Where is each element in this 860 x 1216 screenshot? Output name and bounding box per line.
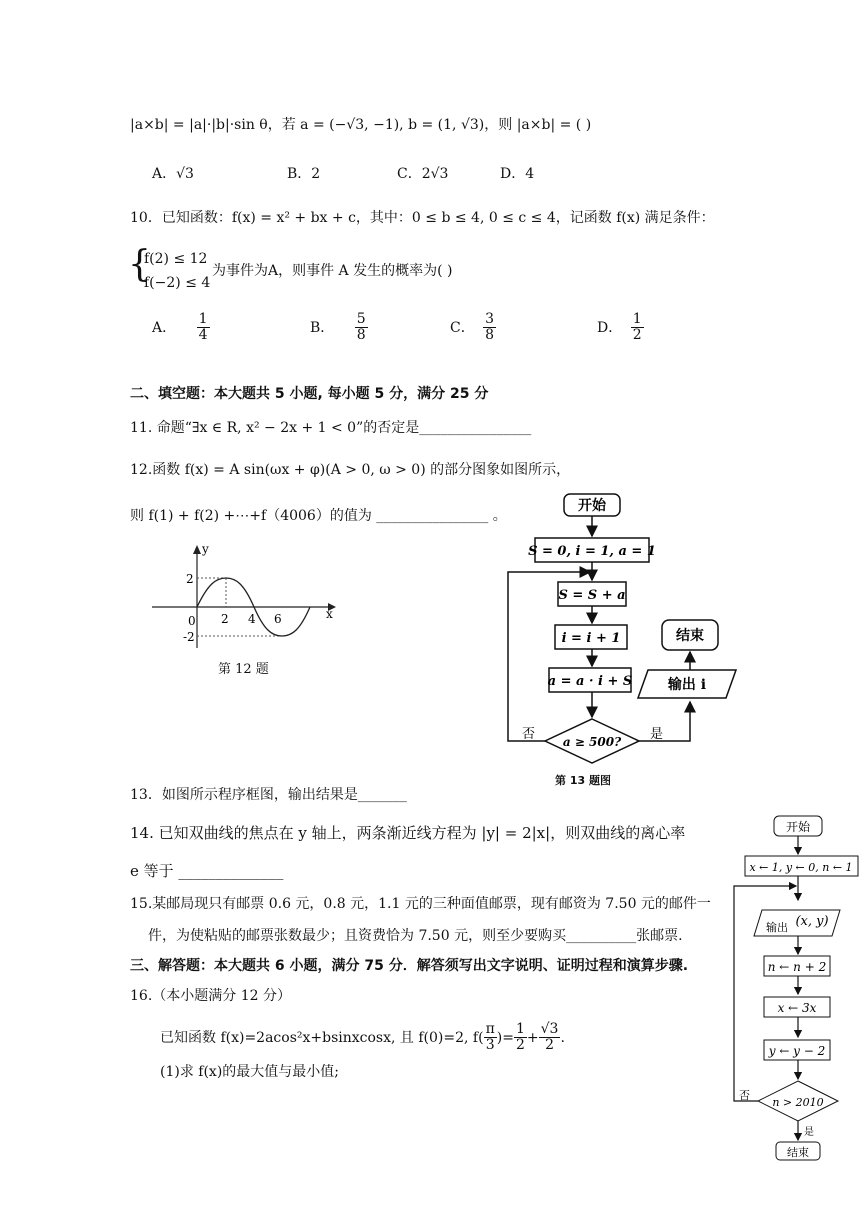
y-tick-neg2: -2	[183, 630, 195, 644]
output-label: 输出 i	[667, 677, 707, 693]
x-tick-4: 4	[248, 612, 256, 626]
no-label: 否	[522, 727, 536, 742]
q15-statement-2: 件，为使粘贴的邮票张数最少；且资费恰为 7.50 元，则至少要购买__________张邮票.	[148, 928, 683, 944]
flowchart-13	[500, 490, 750, 790]
q16-condition: 已知函数 f(x)=2acos²x+bsinxcosx, 且 f(0)=2, f( $\frac{\pi}{3}$ )= $\frac{1}{2}$ + $\frac{√3}{2}$ .	[160, 1021, 565, 1054]
section-2-heading: 二、填空题：本大题共 5 小题, 每小题 5 分，满分 25 分	[130, 386, 489, 402]
start-label: 开始	[578, 498, 606, 514]
q10-statement: 10．已知函数：f(x) = x² + bx + c，其中：0 ≤ b ≤ 4, 0 ≤ c ≤ 4，记函数 f(x) 满足条件：	[130, 210, 715, 226]
output-label: 输出	[766, 921, 788, 934]
q10-option-d: D． $\frac{1}{2}$	[597, 311, 642, 344]
q12-statement-1: 12.函数 f(x) = A sin(ωx + φ)(A > 0, ω > 0) 的部分图象如图所示，	[130, 462, 571, 478]
end-label: 结束	[787, 1146, 809, 1159]
y-label: y	[202, 542, 209, 556]
brace-glyph: {	[128, 244, 151, 285]
q15-statement-1: 15.某邮局现只有邮票 0.6 元，0.8 元，1.1 元的三种面值邮票，现有邮资为 7.50 元的邮件一	[130, 896, 711, 912]
origin-label: 0	[188, 614, 196, 628]
q10-option-b: B． $\frac{5}{8}$	[310, 311, 366, 344]
end-label: 结束	[676, 628, 704, 644]
start-label: 开始	[785, 820, 811, 834]
init-label: S = 0, i = 1, a = 1	[528, 544, 656, 559]
no-label: 否	[739, 1089, 750, 1102]
q10-condition-1: f(2) ≤ 12	[144, 251, 208, 267]
q10-condition-tail: 为事件为A，则事件 A 发生的概率为( )	[212, 263, 453, 279]
yes-label: 是	[650, 727, 664, 742]
condition-label: n > 2010	[772, 1096, 824, 1109]
y-tick-2: 2	[186, 572, 194, 586]
q13-statement: 13．如图所示程序框图，输出结果是_______	[130, 787, 407, 803]
x-tick-6: 6	[274, 612, 282, 626]
update-label: a = a · i + S	[547, 674, 633, 689]
q9-option-b: B．2	[287, 166, 321, 182]
sine-graph	[150, 540, 340, 650]
flowchart-2	[728, 810, 860, 1165]
q10-option-c: C． $\frac{3}{8}$	[450, 311, 495, 344]
q14-statement-1: 14. 已知双曲线的焦点在 y 轴上，两条渐近线方程为 |y| = 2|x|，则双曲线的离心率	[130, 824, 686, 842]
q12-statement-2: 则 f(1) + f(2) +⋯+f（4006）的值为 ________________ 。	[130, 508, 507, 524]
q10-option-a: A． $\frac{1}{4}$	[152, 311, 208, 344]
yes-label: 是	[804, 1127, 814, 1138]
init-label: x ← 1, y ← 0, n ← 1	[749, 861, 853, 874]
q10-condition-2: f(−2) ≤ 4	[144, 275, 211, 291]
x-label: x	[326, 607, 333, 621]
q16-part-1: (1)求 f(x)的最大值与最小值;	[160, 1064, 339, 1080]
output-value: (x, y)	[795, 914, 829, 929]
q12-figure-caption: 第 12 题	[218, 662, 269, 677]
q9-option-d: D．4	[500, 166, 535, 182]
x-tick-2: 2	[221, 612, 229, 626]
y-arrow-icon	[193, 545, 201, 554]
step-x-label: x ← 3x	[777, 1001, 817, 1015]
q16-header: 16.（本小题满分 12 分）	[130, 988, 291, 1004]
sum-label: S = S + a	[558, 588, 626, 603]
yes-line	[639, 702, 690, 741]
q9-option-c: C．2√3	[397, 166, 449, 182]
step-y-label: y ← y − 2	[768, 1044, 826, 1058]
q9-statement: |a×b| = |a|·|b|·sin θ，若 a = (−√3, −1), b = (1, √3)，则 |a×b| = ( )	[130, 117, 592, 133]
q13-figure-caption: 第 13 题图	[555, 774, 611, 787]
q9-option-a: A．√3	[152, 166, 194, 182]
step-n-label: n ← n + 2	[767, 960, 827, 974]
section-3-heading: 三、解答题：本大题共 6 小题，满分 75 分．解答须写出文字说明、证明过程和演算步骤.	[130, 958, 689, 974]
q11-statement: 11. 命题“∃x ∈ R, x² − 2x + 1 < 0”的否定是________________	[130, 420, 532, 436]
condition-label: a ≥ 500?	[562, 735, 622, 749]
increment-label: i = i + 1	[561, 631, 621, 646]
q14-statement-2: e 等于 ______________	[130, 862, 284, 880]
